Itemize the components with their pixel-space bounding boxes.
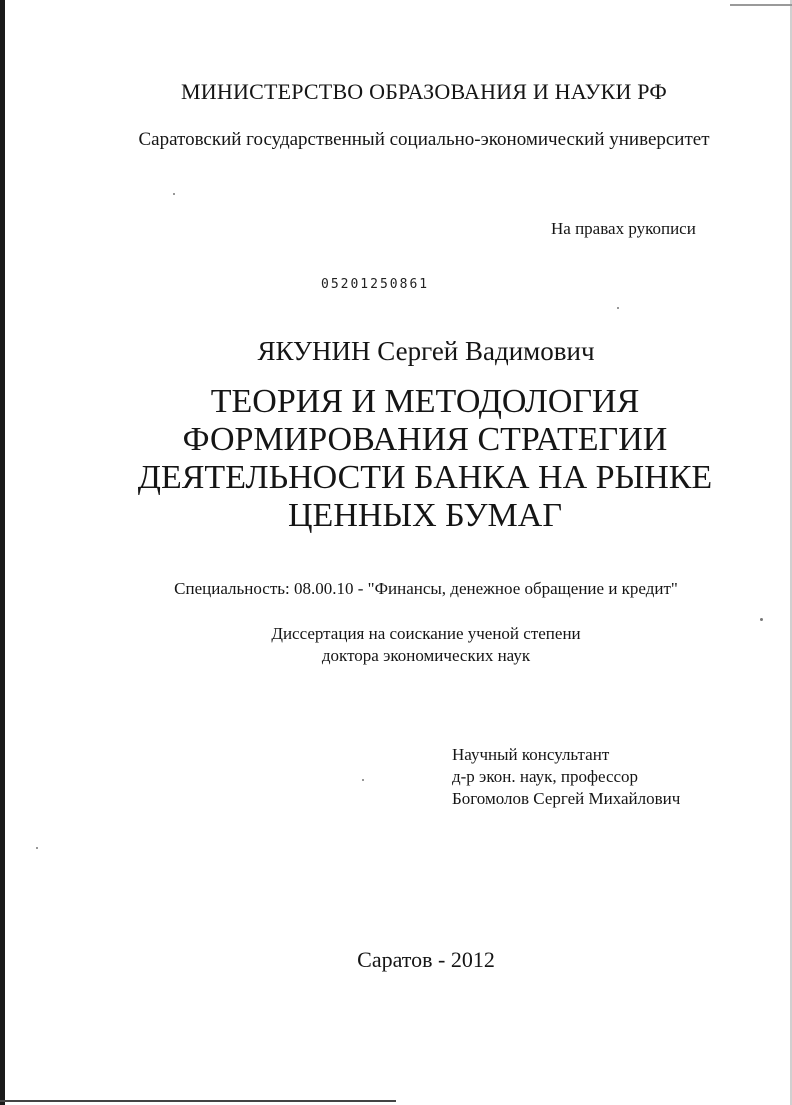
specialty: Специальность: 08.00.10 - "Финансы, денежное обращение и кредит" — [174, 579, 678, 598]
scan-speck — [617, 307, 619, 309]
advisor-name: Богомолов Сергей Михайлович — [452, 789, 681, 808]
title-line: ДЕЯТЕЛЬНОСТИ БАНКА НА РЫНКЕ — [137, 459, 713, 496]
scan-speck — [362, 779, 364, 781]
city-year: Саратов - 2012 — [357, 947, 495, 972]
scan-speck — [173, 193, 175, 195]
scan-speck — [760, 618, 763, 621]
ministry-heading: МИНИСТЕРСТВО ОБРАЗОВАНИЯ И НАУКИ РФ — [181, 79, 667, 104]
advisor-degree: д-р экон. наук, профессор — [452, 767, 639, 786]
advisor-role: Научный консультант — [452, 745, 610, 764]
university-name: Саратовский государственный социально-экономический университет — [138, 129, 710, 150]
author-name: ЯКУНИН Сергей Вадимович — [257, 336, 595, 366]
scan-bottom-line — [0, 1100, 396, 1102]
dissertation-line: Диссертация на соискание ученой степени — [271, 624, 581, 643]
title-line: ЦЕННЫХ БУМАГ — [288, 497, 562, 534]
registration-code: 05201250861 — [321, 277, 430, 292]
manuscript-note: На правах рукописи — [551, 219, 696, 238]
scan-speck — [36, 847, 38, 849]
title-line: ТЕОРИЯ И МЕТОДОЛОГИЯ — [210, 383, 640, 420]
degree-line: доктора экономических наук — [321, 646, 531, 665]
scan-top-line — [730, 4, 792, 6]
title-line: ФОРМИРОВАНИЯ СТРАТЕГИИ — [182, 421, 668, 458]
scan-left-edge — [0, 0, 5, 1105]
